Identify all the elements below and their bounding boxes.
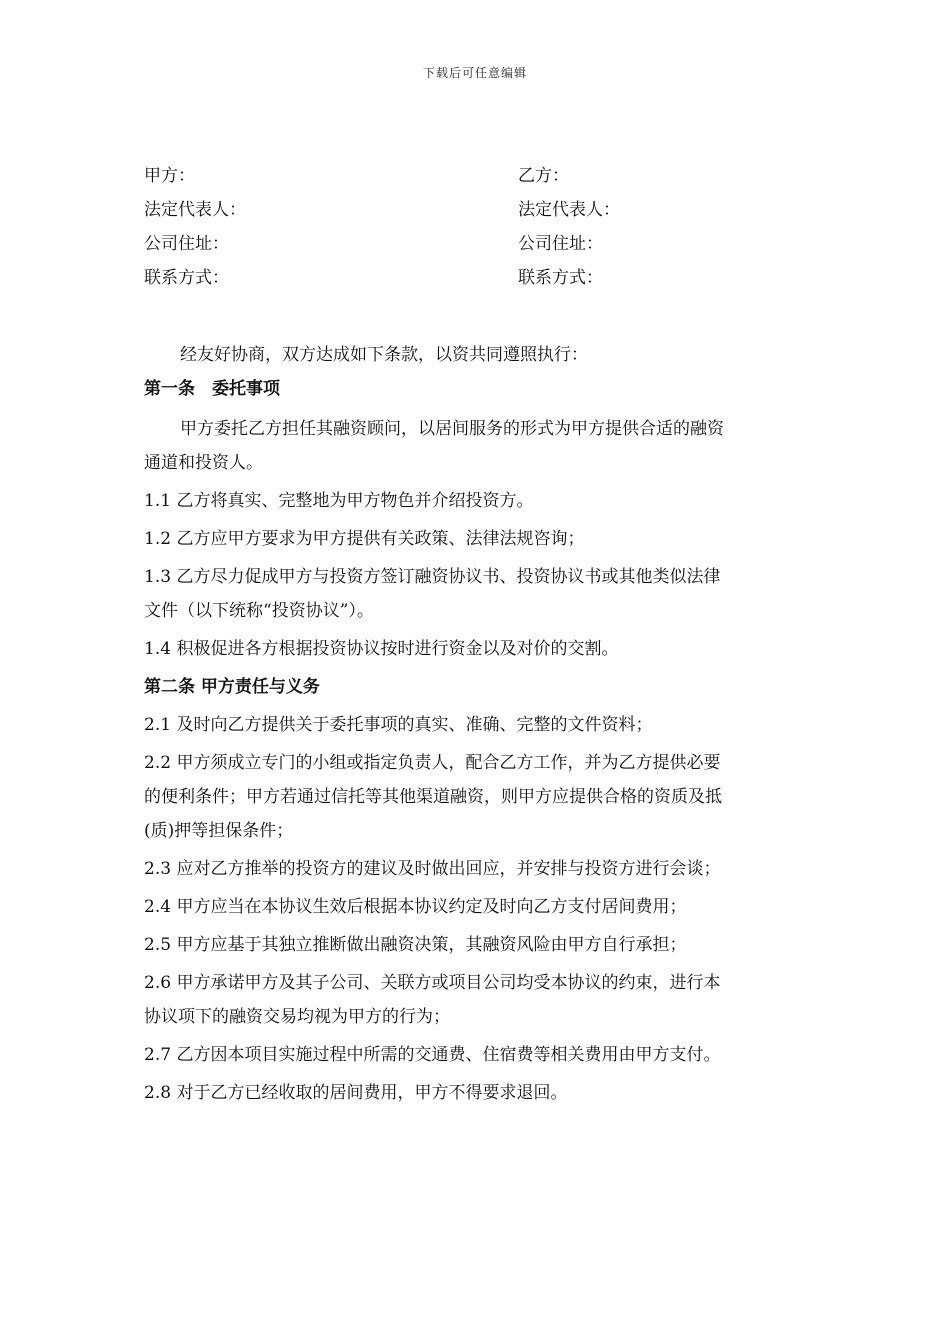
clause-2-2-continued: 的便利条件；甲方若通过信托等其他渠道融资，则甲方应提供合格的资质及抵 [144,787,722,807]
clause-2-2-continued-2: (质)押等担保条件； [144,821,294,841]
clause-2-2: 2.2 甲方须成立专门的小组或指定负责人，配合乙方工作，并为乙方提供必要 [144,753,721,773]
clause-2-3: 2.3 应对乙方推举的投资方的建议及时做出回应，并安排与投资方进行会谈； [144,859,721,879]
clause-2-8: 2.8 对于乙方已经收取的居间费用，甲方不得要求退回。 [144,1083,568,1103]
party-b-representative-label: 法定代表人： [518,199,620,220]
clause-1-3-continued: 文件（以下统称“投资协议”）。 [144,601,374,621]
party-row-address [144,224,814,258]
party-a-representative-label: 法定代表人： [144,199,246,220]
parties-block [144,156,814,292]
article-1-paragraph-line-1: 甲方委托乙方担任其融资顾问，以居间服务的形式为甲方提供合适的融资 [180,419,724,439]
article-2-heading: 第二条 甲方责任与义务 [144,677,320,697]
clause-1-2: 1.2 乙方应甲方要求为甲方提供有关政策、法律法规咨询； [144,529,585,549]
clause-2-6-continued: 协议项下的融资交易均视为甲方的行为； [144,1007,450,1027]
article-1-heading: 第一条 委托事项 [144,379,280,399]
clause-2-4: 2.4 甲方应当在本协议生效后根据本协议约定及时向乙方支付居间费用； [144,897,687,917]
party-row-contact [144,258,814,292]
party-b-contact-label: 联系方式： [518,267,603,288]
clause-2-5: 2.5 甲方应基于其独立推断做出融资决策，其融资风险由甲方自行承担； [144,935,687,955]
article-1-paragraph-line-2: 通道和投资人。 [144,453,263,473]
header-note: 下载后可任意编辑 [422,66,527,80]
party-b-label: 乙方： [518,165,569,186]
party-a-contact-label: 联系方式： [144,267,229,288]
party-a-address-label: 公司住址： [144,233,229,254]
party-row-party [144,156,814,190]
party-row-representative [144,190,814,224]
clause-2-6: 2.6 甲方承诺甲方及其子公司、关联方或项目公司均受本协议的约束，进行本 [144,973,721,993]
clause-2-1: 2.1 及时向乙方提供关于委托事项的真实、准确、完整的文件资料； [144,715,653,735]
party-b-address-label: 公司住址： [518,233,603,254]
clause-1-3: 1.3 乙方尽力促成甲方与投资方签订融资协议书、投资协议书或其他类似法律 [144,567,721,587]
clause-2-7: 2.7 乙方因本项目实施过程中所需的交通费、住宿费等相关费用由甲方支付。 [144,1045,721,1065]
clause-1-1: 1.1 乙方将真实、完整地为甲方物色并介绍投资方。 [144,491,534,511]
clause-1-4: 1.4 积极促进各方根据投资协议按时进行资金以及对价的交割。 [144,639,619,659]
party-a-label: 甲方： [144,165,195,186]
contract-body [144,338,814,1110]
intro-paragraph: 经友好协商，双方达成如下条款，以资共同遵照执行： [180,345,588,365]
